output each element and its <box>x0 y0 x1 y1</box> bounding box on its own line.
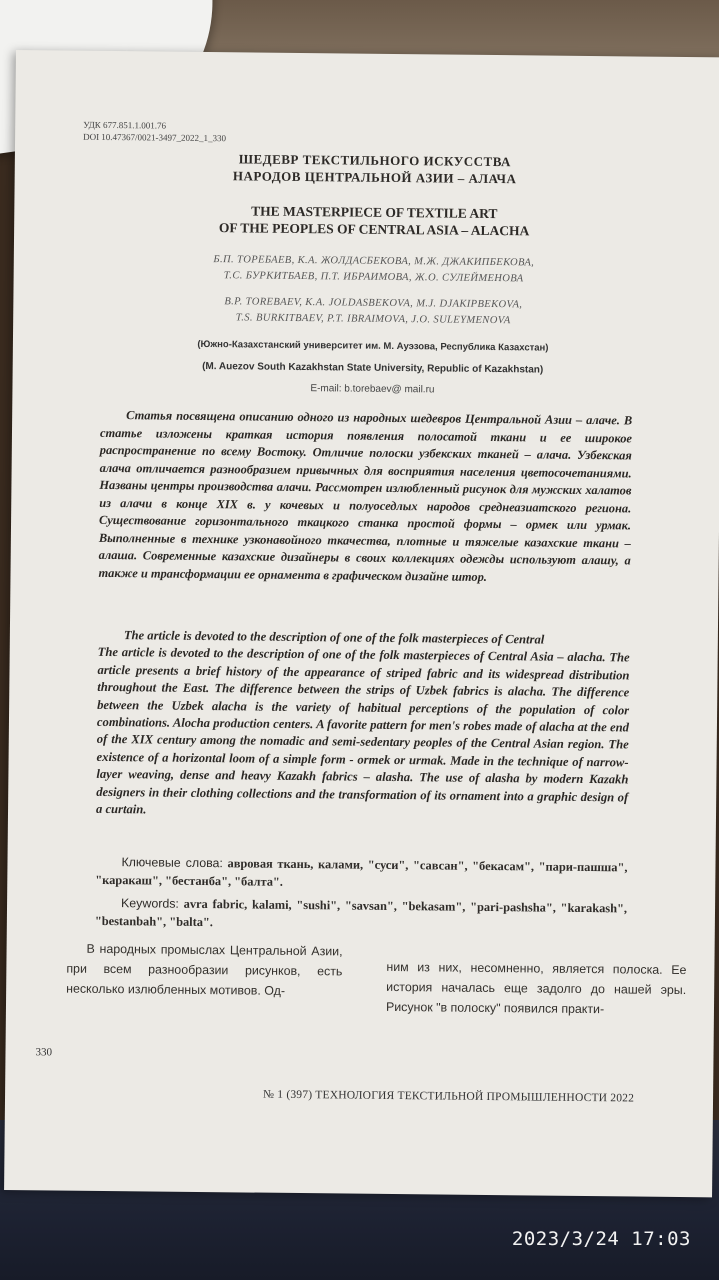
authors-en-line: B.P. TOREBAEV, K.A. JOLDASBEKOVA, M.J. DJAKIPBEKOVA, <box>224 296 523 311</box>
affiliation-russian: (Южно-Казахстанский университет им. М. Ауэзова, Республика Казахстан) <box>197 338 549 354</box>
authors-russian <box>74 251 674 289</box>
keywords-en-label: Keywords: <box>120 896 180 911</box>
keywords-ru-label: Ключевые слова: <box>121 855 223 871</box>
journal-footer: № 1 (397) ТЕХНОЛОГИЯ ТЕКСТИЛЬНОЙ ПРОМЫШЛЕННОСТИ 2022 <box>263 1088 635 1105</box>
author-email: E-mail: b.torebaev@ mail.ru <box>310 383 435 396</box>
title-en-line: THE MASTERPIECE OF TEXTILE ART <box>251 203 498 222</box>
abstract-en-body: The article is devoted to the description of one of the folk masterpieces of Central Asia – alacha. The article presents a brief history of the appearance of striped fabric and its widespread distribution throughout the East. The difference between the strips of Uzbek fabrics is alacha. The difference between the Uzbek alacha is the variety of habitual perceptions of the population of color combinations. Alocha production centers. A favorite pattern for men's robes made of alacha at the end of the XIX century among the nomadic and semi-sedentary peoples of the Central Asian region. The existence of a horizontal loom of a simple form - ormek or urmak. Made in the technique of narrow-layer weaving, dense and heavy Kazakh fabrics – alasha. The use of alasha by modern Kazakh designers in their clothing collections and the transformation of its ornament into a graphic design of a curtain. <box>95 645 630 817</box>
authors-english <box>73 293 673 331</box>
abstract-english <box>96 627 630 824</box>
title-english <box>74 201 674 241</box>
keywords-en-list: avra fabric, kalami, "sushi", "savsan", "bekasam", "pari-pashsha", "karakash", "bestanbah", "balta". <box>94 896 628 930</box>
title-ru-line: ШЕДЕВР ТЕКСТИЛЬНОГО ИСКУССТВА <box>238 151 512 170</box>
authors-ru-line: Т.С. БУРКИТБАЕВ, П.Т. ИБРАИМОВА, Ж.О. СУЛЕЙМЕНОВА <box>223 270 524 285</box>
keywords-russian <box>95 853 627 895</box>
photo-timestamp: 2023/3/24 17:03 <box>511 1228 691 1250</box>
keywords-english <box>95 894 627 936</box>
affiliation-english: (M. Auezov South Kazakhstan State University, Republic of Kazakhstan) <box>202 360 544 376</box>
title-russian <box>75 149 675 189</box>
abstract-russian: Статья посвящена описанию одного из народных шедевров Центральной Азии – алаче. В статье изложены краткая история появления полосатой ткани и ее широкое распространение по всему Востоку. Отличие полоски узбекских тканей – алача. Узбекская алача отличается разнообразием привычных для восприятия населения цветосочетаниями. Названы центры производства алачи. Рассмотрен излюбленный рисунок для мужских халатов из алачи в конце XIX в. у кочевых и полуоседлых народов среднеазиатского региона. Существование горизонтального ткацкого станка простой формы – ормек или урмак. Выполненные в технике узконавойного ткачества, плотные и тяжелые казахские ткани – алаша. Современные казахские дизайнеры в своих коллекциях одежды используют алашу, а также и трансформации ее орнамента в графическом дизайне штор. <box>98 408 633 584</box>
doi: DOI 10.47367/0021-3497_2022_1_330 <box>83 131 227 144</box>
body-column-right: ним из них, несомненно, является полоска. Ее история началась еще задолго до нашей эры. Рисунок "в полоску" появился практи- <box>385 959 687 1017</box>
body-column-left: В народных промыслах Центральной Азии, при всем разнообразии рисунков, есть несколько излюбленных мотивов. Од- <box>66 941 343 998</box>
keywords-ru-list: авровая ткань, калами, "суси", "савсан", "бекасам", "пари-пашша", "каракаш", "бестанба", "балта". <box>95 856 628 889</box>
authors-en-line: T.S. BURKITBAEV, P.T. IBRAIMOVA, J.O. SULEYMENOVA <box>235 312 511 327</box>
title-ru-line: НАРОДОВ ЦЕНТРАЛЬНОЙ АЗИИ – АЛАЧА <box>232 168 517 187</box>
authors-ru-line: Б.П. ТОРЕБАЕВ, К.А. ЖОЛДАСБЕКОВА, М.Ж. ДЖАКИПБЕКОВА, <box>213 254 535 269</box>
udc-code: УДК 677.851.1.001.76 <box>83 119 167 131</box>
title-en-line: OF THE PEOPLES OF CENTRAL ASIA – ALACHA <box>218 220 530 239</box>
page-number: 330 <box>35 1046 53 1059</box>
journal-page <box>4 50 719 1197</box>
article-meta <box>83 119 226 144</box>
abstract-en-first-line: The article is devoted to the description of one of the folk masterpieces of Central <box>123 628 545 647</box>
